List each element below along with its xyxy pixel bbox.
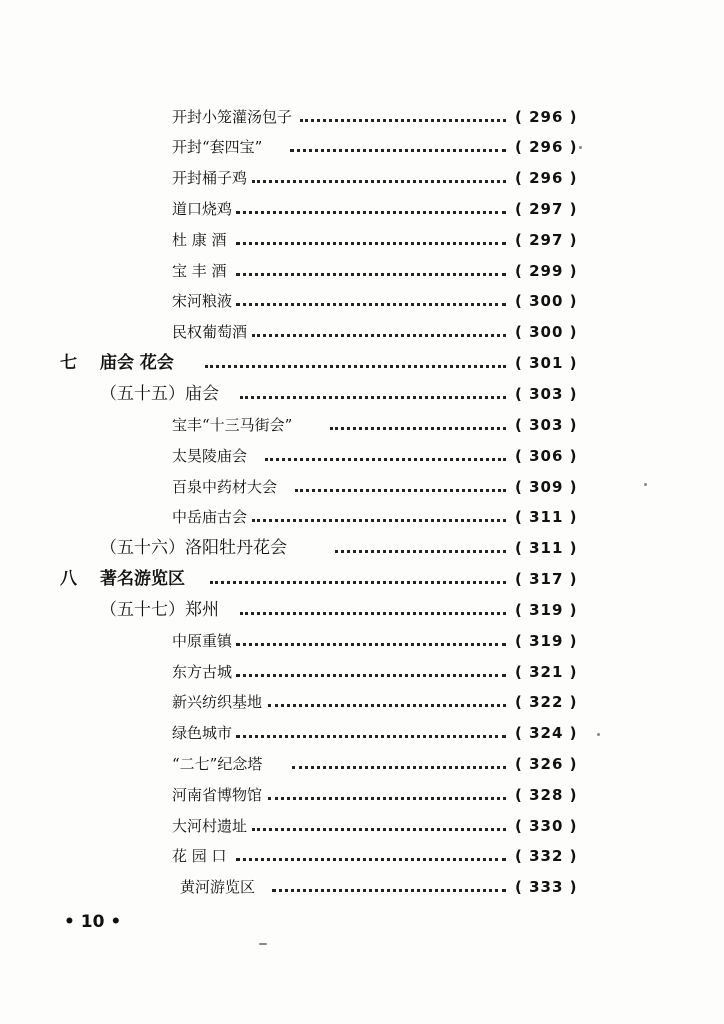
toc-entry-title: 花 园 口 bbox=[172, 843, 233, 869]
leader-dots bbox=[236, 211, 506, 214]
toc-entry-title: 宝丰“十三马街会” bbox=[172, 412, 298, 438]
toc-entry-page: ( 319 ) bbox=[515, 632, 578, 650]
section-number: 七 bbox=[60, 353, 77, 373]
leader-dots bbox=[240, 396, 506, 399]
leader-dots bbox=[252, 828, 506, 831]
toc-entry[interactable] bbox=[0, 443, 724, 469]
toc-entry[interactable] bbox=[0, 689, 724, 715]
toc-entry-page: ( 296 ) bbox=[515, 108, 578, 126]
toc-entry[interactable] bbox=[0, 782, 724, 808]
toc-entry[interactable] bbox=[0, 874, 724, 900]
toc-entry-title: 中原重镇 bbox=[172, 628, 238, 654]
leader-dots bbox=[268, 704, 506, 707]
toc-entry[interactable] bbox=[0, 474, 724, 500]
leader-dots bbox=[265, 458, 506, 461]
toc-entry-page: ( 332 ) bbox=[515, 847, 578, 865]
toc-entry[interactable] bbox=[0, 134, 724, 160]
toc-entry-title: 宋河粮液 bbox=[172, 288, 238, 314]
section-number: 八 bbox=[60, 569, 77, 589]
toc-entry-page: ( 328 ) bbox=[515, 786, 578, 804]
toc-entry-page: ( 309 ) bbox=[515, 478, 578, 496]
toc-chapter-title: （五十七）郑州 bbox=[100, 597, 225, 623]
toc-entry[interactable] bbox=[0, 319, 724, 345]
scan-speck bbox=[597, 733, 600, 736]
leader-dots bbox=[300, 119, 506, 122]
toc-entry-title: 杜 康 酒 bbox=[172, 227, 233, 253]
toc-section-page: ( 317 ) bbox=[515, 570, 578, 588]
toc-chapter-page: ( 311 ) bbox=[515, 539, 578, 557]
toc-entry-title: 百泉中药材大会 bbox=[172, 474, 283, 500]
toc-entry-title: 河南省博物馆 bbox=[172, 782, 268, 808]
toc-entry-title: 民权葡萄酒 bbox=[172, 319, 253, 345]
toc-entry-page: ( 300 ) bbox=[515, 323, 578, 341]
toc-entry-title: 绿色城市 bbox=[172, 720, 238, 746]
toc-entry[interactable] bbox=[0, 104, 724, 130]
toc-chapter[interactable] bbox=[0, 381, 724, 407]
toc-section-page: ( 301 ) bbox=[515, 354, 578, 372]
toc-entry-page: ( 311 ) bbox=[515, 508, 578, 526]
toc-chapter-page: ( 319 ) bbox=[515, 601, 578, 619]
leader-dots bbox=[236, 858, 506, 861]
leader-dots bbox=[236, 242, 506, 245]
toc-entry-page: ( 300 ) bbox=[515, 292, 578, 310]
toc-entry-title: 大河村遗址 bbox=[172, 813, 253, 839]
toc-entry-title: “二七”纪念塔 bbox=[172, 751, 268, 777]
leader-dots bbox=[240, 612, 506, 615]
page-folio: • 10 • bbox=[64, 912, 122, 932]
leader-dots bbox=[272, 889, 506, 892]
toc-entry[interactable] bbox=[0, 196, 724, 222]
toc-section[interactable] bbox=[0, 566, 724, 592]
toc-entry-page: ( 297 ) bbox=[515, 200, 578, 218]
toc-entry-title: 开封“套四宝” bbox=[172, 134, 268, 160]
leader-dots bbox=[236, 674, 506, 677]
leader-dots bbox=[236, 303, 506, 306]
leader-dots bbox=[330, 427, 506, 430]
toc-chapter-title: （五十六）洛阳牡丹花会 bbox=[100, 535, 293, 561]
leader-dots bbox=[295, 489, 506, 492]
toc-entry-page: ( 296 ) bbox=[515, 138, 578, 156]
toc-entry-title: 开封小笼灌汤包子 bbox=[172, 104, 298, 130]
leader-dots bbox=[210, 581, 506, 584]
toc-entry-page: ( 303 ) bbox=[515, 416, 578, 434]
leader-dots bbox=[252, 519, 506, 522]
toc-entry-page: ( 321 ) bbox=[515, 663, 578, 681]
toc-entry[interactable] bbox=[0, 659, 724, 685]
toc-entry-page: ( 306 ) bbox=[515, 447, 578, 465]
toc-entry[interactable] bbox=[0, 751, 724, 777]
toc-entry-title: 新兴纺织基地 bbox=[172, 689, 268, 715]
toc-entry[interactable] bbox=[0, 288, 724, 314]
toc-entry-title: 东方古城 bbox=[172, 659, 238, 685]
toc-entry-title: 宝 丰 酒 bbox=[172, 258, 233, 284]
leader-dots bbox=[205, 365, 506, 368]
toc-section[interactable] bbox=[0, 350, 724, 376]
toc-entry[interactable] bbox=[0, 843, 724, 869]
toc-entry[interactable] bbox=[0, 258, 724, 284]
toc-entry-title: 开封桶子鸡 bbox=[172, 165, 253, 191]
toc-entry-title: 中岳庙古会 bbox=[172, 504, 253, 530]
toc-entry-page: ( 333 ) bbox=[515, 878, 578, 896]
toc-chapter[interactable] bbox=[0, 597, 724, 623]
leader-dots bbox=[252, 334, 506, 337]
toc-entry[interactable] bbox=[0, 227, 724, 253]
leader-dots bbox=[236, 643, 506, 646]
toc-entry[interactable] bbox=[0, 504, 724, 530]
toc-section-title: 庙会 花会 bbox=[100, 350, 180, 376]
toc-entry-page: ( 299 ) bbox=[515, 262, 578, 280]
toc-entry[interactable] bbox=[0, 720, 724, 746]
scan-speck bbox=[579, 146, 582, 149]
toc-entry[interactable] bbox=[0, 628, 724, 654]
toc-entry[interactable] bbox=[0, 165, 724, 191]
toc-chapter-page: ( 303 ) bbox=[515, 385, 578, 403]
toc-chapter-title: （五十五）庙会 bbox=[100, 381, 225, 407]
toc-entry-page: ( 322 ) bbox=[515, 693, 578, 711]
toc-entry-page: ( 324 ) bbox=[515, 724, 578, 742]
toc-entry-title: 太昊陵庙会 bbox=[172, 443, 253, 469]
toc-entry-title: 黄河游览区 bbox=[180, 874, 261, 900]
toc-chapter[interactable] bbox=[0, 535, 724, 561]
leader-dots bbox=[292, 766, 506, 769]
leader-dots bbox=[236, 273, 506, 276]
toc-entry-page: ( 296 ) bbox=[515, 169, 578, 187]
scan-speck bbox=[644, 483, 647, 486]
toc-entry-page: ( 297 ) bbox=[515, 231, 578, 249]
leader-dots bbox=[236, 735, 506, 738]
leader-dots bbox=[335, 550, 506, 553]
toc-section-title: 著名游览区 bbox=[100, 566, 191, 592]
toc-entry[interactable] bbox=[0, 412, 724, 438]
toc-entry[interactable] bbox=[0, 813, 724, 839]
toc-entry-page: ( 326 ) bbox=[515, 755, 578, 773]
leader-dots bbox=[252, 180, 506, 183]
leader-dots bbox=[290, 149, 506, 152]
toc-entry-page: ( 330 ) bbox=[515, 817, 578, 835]
toc-entry-title: 道口烧鸡 bbox=[172, 196, 238, 222]
scan-speck bbox=[259, 943, 267, 945]
leader-dots bbox=[268, 797, 506, 800]
